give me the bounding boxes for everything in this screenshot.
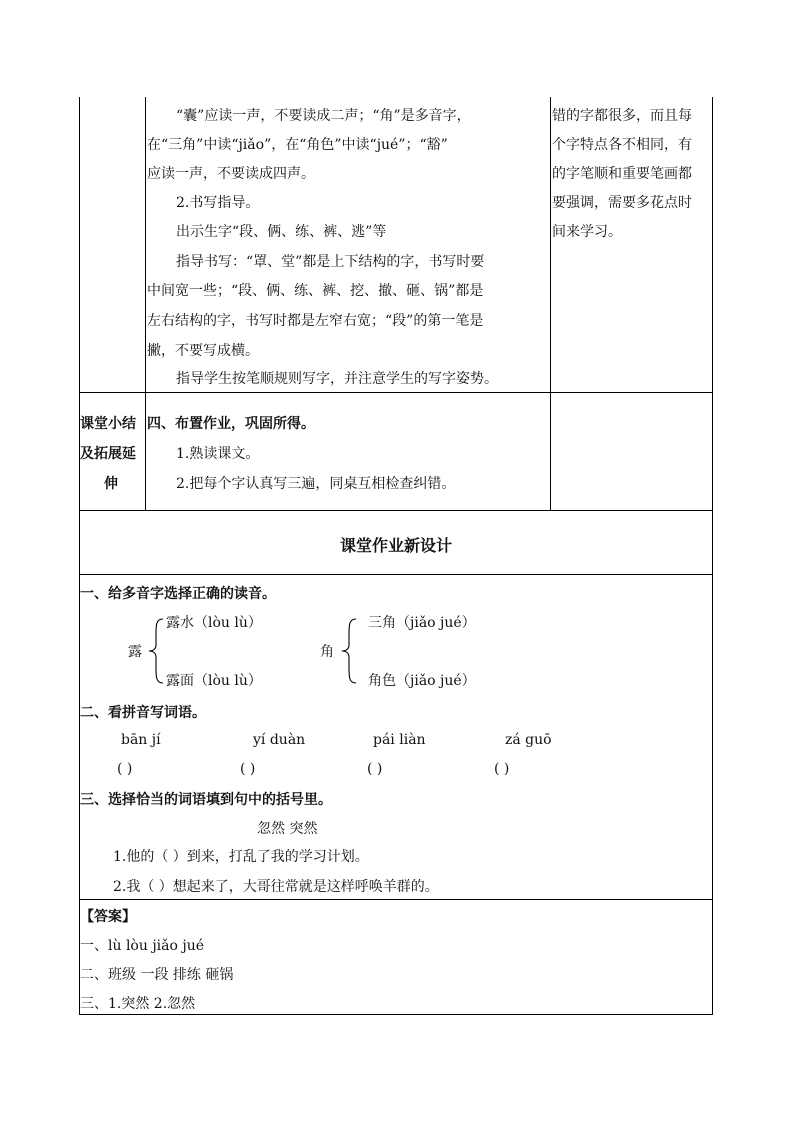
- summary-item: 2.把每个字认真写三遍，同桌互相检查纠错。: [176, 476, 456, 492]
- left-brace-icon: [147, 617, 165, 685]
- q1-right-bottom: 角色（jiǎo jué）: [368, 673, 476, 689]
- main-line: 指导书写：“罩、堂”都是上下结构的字，书写时要: [176, 254, 485, 270]
- q1-left-top: 露水（lòu lù）: [166, 615, 262, 631]
- table-border-bottom: [79, 1014, 713, 1015]
- table-border-right: [712, 97, 713, 1015]
- summary-item: 1.熟读课文。: [176, 446, 260, 462]
- q2-pinyin: zá guō: [505, 732, 552, 748]
- main-line: “囊”应读一声，不要读成二声；“角”是多音字，: [176, 108, 471, 124]
- row-divider-1: [79, 392, 713, 393]
- row-divider-2: [79, 510, 713, 511]
- q2-pinyin: yí duàn: [253, 732, 306, 748]
- row-divider-3: [79, 574, 713, 575]
- column-divider-1: [145, 97, 146, 510]
- note-line: 间来学习。: [552, 224, 622, 240]
- right-brace-icon: [340, 617, 358, 685]
- main-line: 撇，不要写成横。: [147, 343, 259, 359]
- main-line: 左右结构的字，书写时都是左窄右宽；“段”的第一笔是: [147, 313, 484, 329]
- q1-right-top: 三角（jiǎo jué）: [368, 615, 476, 631]
- q2-blank: ( ): [494, 761, 510, 777]
- answer-line: 三、1.突然 2.忽然: [80, 996, 196, 1012]
- q1-right-char: 角: [320, 644, 334, 660]
- column-divider-2: [550, 97, 551, 510]
- main-line: 中间宽一些；“段、俩、练、裤、挖、撤、砸、锅”都是: [147, 283, 484, 299]
- summary-heading: 四、布置作业，巩固所得。: [147, 416, 315, 432]
- q2-title: 二、看拼音写词语。: [80, 705, 206, 721]
- row-divider-4: [79, 899, 713, 900]
- q3-title: 三、选择恰当的词语填到句中的括号里。: [80, 792, 332, 808]
- q2-pinyin: bān jí: [121, 732, 161, 748]
- q1-left-char: 露: [128, 644, 142, 660]
- main-line: 2.书写指导。: [176, 195, 260, 211]
- q3-sentence: 1.他的（ ）到来，打乱了我的学习计划。: [113, 849, 369, 865]
- q2-blank: ( ): [367, 761, 383, 777]
- note-line: 的字笔顺和重要笔画都: [552, 166, 692, 182]
- main-line: 在“三角”中读“jiǎo”，在“角色”中读“jué”；“豁”: [147, 137, 448, 153]
- table-border-left: [79, 97, 80, 1015]
- homework-title: 课堂作业新设计: [339, 536, 452, 555]
- note-line: 要强调，需要多花点时: [552, 195, 692, 211]
- main-line: 应读一声，不要读成四声。: [147, 166, 315, 182]
- summary-label-line: 及拓展延: [80, 446, 136, 462]
- summary-label-line: 伸: [104, 476, 118, 492]
- q2-blank: ( ): [240, 761, 256, 777]
- answer-line: 二、班级 一段 排练 砸锅: [80, 967, 234, 983]
- answers-title: 【答案】: [80, 909, 136, 925]
- q1-title: 一、给多音字选择正确的读音。: [80, 586, 276, 602]
- q1-left-bottom: 露面（lòu lù）: [166, 673, 262, 689]
- note-line: 个字特点各不相同，有: [552, 137, 692, 153]
- answer-line: 一、lù lòu jiǎo jué: [80, 938, 205, 954]
- q2-pinyin: pái liàn: [373, 732, 426, 748]
- q3-sentence: 2.我（ ）想起来了，大哥往常就是这样呼唤羊群的。: [113, 879, 439, 895]
- q3-words: 忽然 突然: [257, 821, 318, 837]
- note-line: 错的字都很多，而且每: [552, 108, 692, 124]
- q2-blank: ( ): [117, 761, 133, 777]
- summary-label-line: 课堂小结: [80, 416, 136, 432]
- main-line: 出示生字“段、俩、练、裤、逃”等: [176, 224, 387, 240]
- main-line: 指导学生按笔顺规则写字，并注意学生的写字姿势。: [176, 371, 498, 387]
